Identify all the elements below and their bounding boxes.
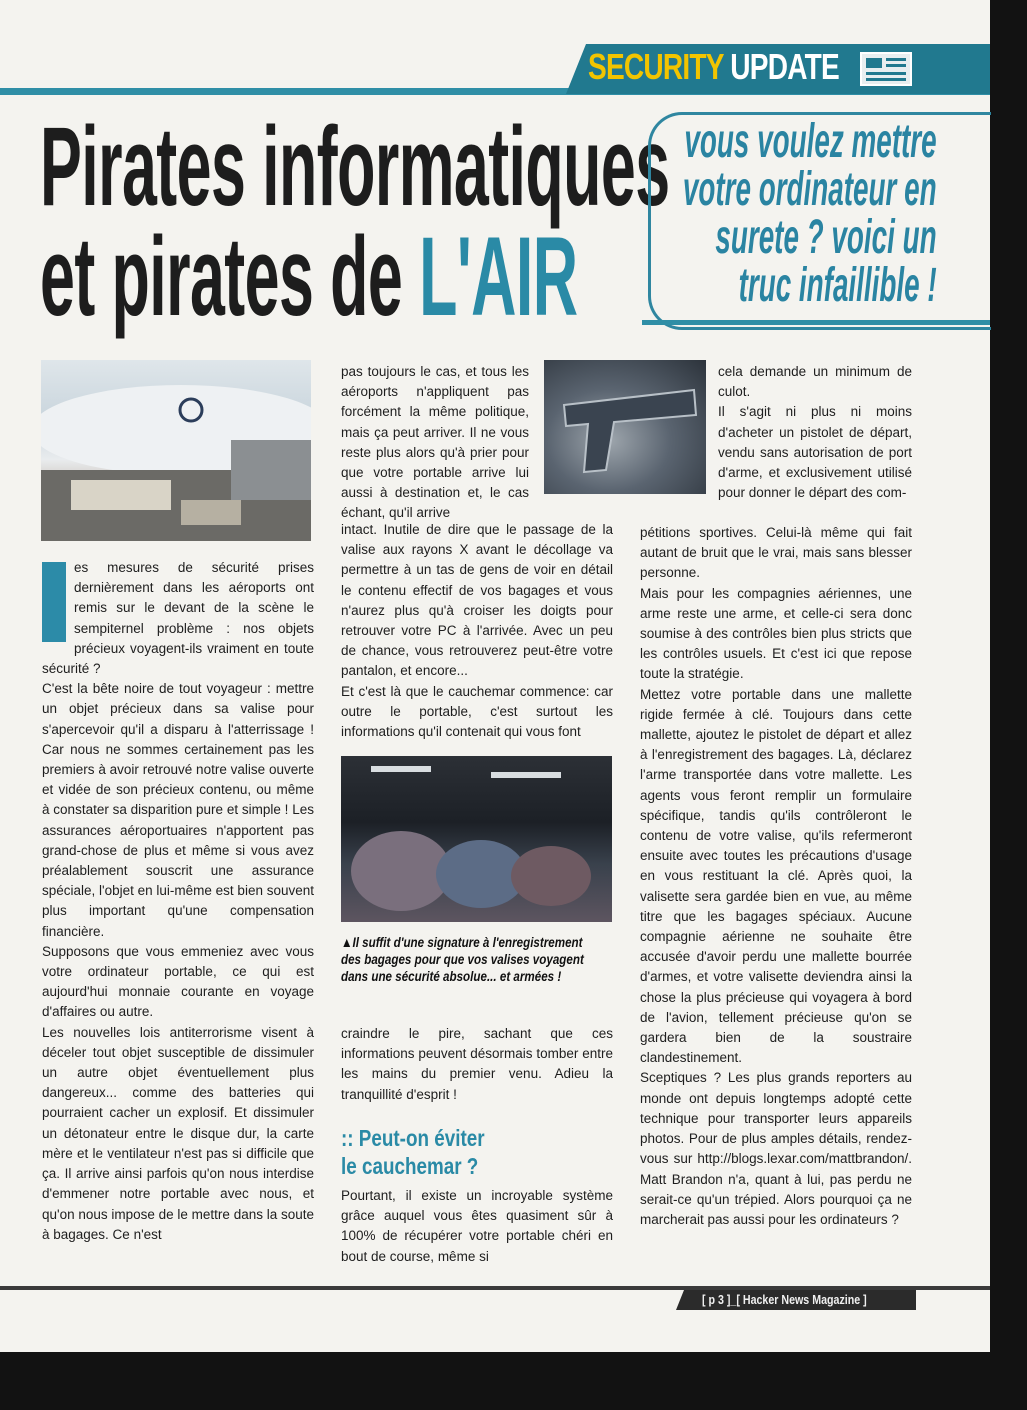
page-title — [40, 104, 670, 339]
section-title-word1: SECURITY — [588, 46, 724, 87]
newspaper-icon — [860, 52, 912, 86]
paragraph: intact. Inutile de dire que le passage de la valise aux rayons X avant le décollage va permettre à un tas de gens de voir en détail le contenu effectif de vos bagages et vous n'aurez plus qu'à croiser les doigts pour retrouver votre PC à l'arrivée. Avec un peu de chance, vous retrouverez peut-être votre pantalon, et encore... — [341, 522, 613, 679]
page-title-line2: et pirates de — [40, 214, 420, 339]
paragraph: Il s'agit ni plus ni moins d'acheter un pistolet de départ, vendu sans autorisation de port d'arme, et exclusivement utilisé pour donner le départ des com- — [718, 404, 912, 501]
section-title — [588, 46, 839, 88]
paragraph: Sceptiques ? Les plus grands reporters au monde ont depuis longtemps adopté cette technique pour transporter leurs appareils photos. Pour de plus amples détails, rendez-vous sur http://blogs.lexar.com/mattbrandon/. Matt Brandon n'a, quant à lui, pas perdu ne serait-ce qu'un trépied. Alors pourquoi ça ne marcherait pas aussi pour les ordinateurs ? — [640, 1070, 912, 1227]
airplane-illustration — [41, 360, 311, 541]
photo-caption: ▲Il suffit d'une signature à l'enregistrement des bagages pour que vos valises voyagent dans une sécurité absolue... et armées ! — [341, 934, 584, 984]
page-edge-shadow-bottom — [0, 1352, 1027, 1410]
paragraph: Les nouvelles lois antiterrorisme visent à déceler tout objet susceptible de dissimuler un autre objet éventuellement plus dangereux... comme des batteries qui pourraient cacher un explosif. Et dissimuler un détonateur entre le disque dur, la carte mère et le ventilateur n'est pas si difficile que ça. Il arrive ainsi parfois qu'on nous interdise d'emmener notre portable avec nous, et qu'on nous impose de le mettre dans la soute à bagages. Ce n'est — [42, 1024, 314, 1242]
airport-queue-illustration — [341, 756, 612, 922]
section-subheading — [341, 1124, 587, 1180]
subheading-line2: le cauchemar ? — [341, 1153, 479, 1179]
column-2-bottom — [341, 1186, 613, 1267]
page-edge-shadow-right — [990, 0, 1027, 1410]
column-3-top — [718, 362, 912, 503]
column-1 — [42, 558, 314, 1245]
column-2-middle — [341, 520, 613, 742]
paragraph: Pourtant, il existe un incroyable système grâce auquel vous êtes quasiment sûr à 100% de récupérer votre portable chéri en bout de course, même si — [341, 1188, 613, 1264]
paragraph: Supposons que vous emmeniez avec vous votre ordinateur portable, ce qui est aujourd'hui monnaie courante en voyage d'affaires ou autre. — [42, 943, 314, 1020]
paragraph: Mais pour les compagnies aériennes, une arme reste une arme, et celle-ci sera donc soumise à des contrôles bien plus stricts que les contrôles usuels. Et c'est ici que repose toute la stratégie. — [640, 585, 912, 682]
paragraph: Et c'est là que le cauchemar commence: car outre le portable, c'est surtout les informations qu'il contenait qui vous font — [341, 683, 613, 740]
page-footer: [ p 3 ]_[ Hacker News Magazine ] — [702, 1292, 867, 1307]
airport-queue-photo — [341, 756, 612, 922]
dropcap-letter — [42, 562, 66, 642]
paragraph: cela demande un minimum de culot. — [718, 364, 912, 400]
pistol-photo — [544, 360, 706, 494]
paragraph: craindre le pire, sachant que ces informations peuvent désormais tomber entre les mains du premier venu. Adieu la tranquillité d'esprit ! — [341, 1026, 613, 1102]
subheading-line1: :: Peut-on éviter — [341, 1125, 485, 1151]
paragraph: pétitions sportives. Celui-là même qui fait autant de bruit que le vrai, mais sans blesser personne. — [640, 525, 912, 581]
page-title-accent: L'AIR — [419, 214, 578, 339]
paragraph: C'est la bête noire de tout voyageur : mettre un objet précieux dans sa valise pour s'apercevoir qu'il a disparu à l'atterrissage ! Car nous ne sommes certainement pas les premiers à avoir retrouvé notre valise ouverte et vidée de son précieux contenu, ou même à constater sa disparition pure et simple ! Les assurances aéroportuaires n'apportent pas grand-chose de plus et même si vous avez préalablement souscrit une assurance spéciale, l'objet en lui-même est bien souvent plus important qu'une compensation financière. — [42, 681, 314, 939]
column-2-lower — [341, 1024, 613, 1105]
page-title-line1: Pirates informatiques — [40, 104, 670, 229]
teaser-text: vous voulez mettre votre ordinateur en surete ? voici un truc infaillible ! — [682, 115, 937, 312]
section-title-word2: UPDATE — [730, 46, 839, 87]
paragraph: es mesures de sécurité prises dernièrement dans les aéroports ont remis sur le devant de la scène le sempiternel problème : nos objets précieux voyagent-ils vraiment en toute sécurité ? — [42, 560, 314, 677]
paragraph: Mettez votre portable dans une mallette rigide fermée à clé. Toujours dans cette mallette, ajoutez le pistolet de départ et allez à l'enregistrement des bagages. Là, déclarez l'arme transportée dans votre mallette. Les agents vous feront remplir un formulaire spécifique, tandis qu'ils contrôleront le contenu de votre valise, qu'ils refermeront ensuite avec toutes les précautions d'usage en vous restituant la clé. Après quoi, la valisette sera gardée bien en vue, au même titre que les bagages spéciaux. Aucune compagnie aérienne ne souhaite être accusée d'avoir perdu une mallette bourrée d'armes, et votre valisette deviendra ainsi la chose la plus précieuse qui voyagera à bord de l'avion, tellement précieuse qu'on se gardera bien de la soustraire clandestinement. — [640, 686, 912, 1066]
teaser-rule — [642, 320, 990, 325]
column-2-top — [341, 362, 529, 524]
pistol-illustration — [544, 360, 706, 494]
airplane-photo — [41, 360, 311, 541]
paragraph: pas toujours le cas, et tous les aéroports n'appliquent pas forcément la même politique, mais ça peut arriver. Il ne vous reste plus alors qu'à prier pour que votre portable arrive lui aussi à destination et, le cas échant, qu'il arrive — [341, 364, 529, 521]
column-3-main — [640, 523, 912, 1230]
